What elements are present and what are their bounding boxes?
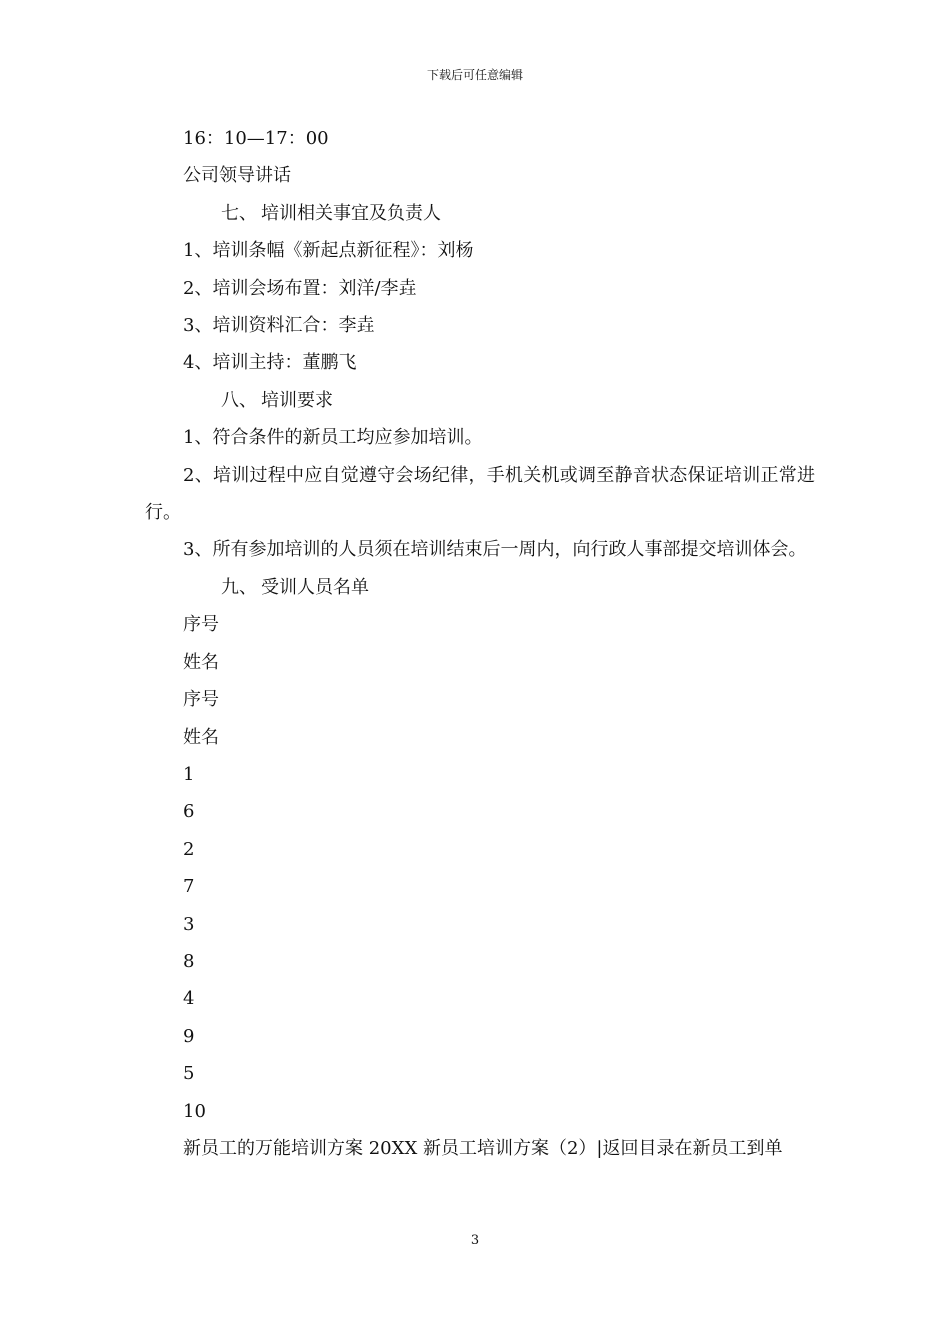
section-7-item: 2、培训会场布置：刘洋/李垚: [183, 277, 417, 299]
trainee-table-cell: 序号: [183, 689, 219, 711]
section-9-title: 受训人员名单: [261, 576, 369, 598]
trainee-table-cell: 序号: [183, 614, 219, 636]
trainee-table-cell: 6: [183, 801, 195, 823]
section-7-heading: [145, 195, 815, 232]
section-8-item: 1、符合条件的新员工均应参加培训。: [183, 427, 483, 449]
section-9-heading: [145, 569, 815, 606]
section-7-item: 4、培训主持：董鹏飞: [183, 352, 357, 374]
trainee-table-cell: 5: [183, 1063, 195, 1085]
trainee-table-cell: 10: [183, 1100, 206, 1122]
page-header-note: 下载后可任意编辑: [426, 68, 523, 82]
section-7-number: 七、: [221, 202, 257, 224]
trainee-table-cell: 姓名: [183, 651, 219, 673]
section-7-item: 3、培训资料汇合：李垚: [183, 315, 375, 337]
section-8-item: 3、所有参加培训的人员须在培训结束后一周内，向行政人事部提交培训体会。: [183, 539, 807, 561]
section-8-item: 2、培训过程中应自觉遵守会场纪律，手机关机或调至静音状态保证培训正常进行。: [145, 464, 815, 524]
schedule-time: 16：10—17：00: [183, 128, 329, 149]
footer-continuation-line: 新员工的万能培训方案 20XX 新员工培训方案（2）|返回目录在新员工到单: [183, 1137, 783, 1159]
trainee-table-cell: 4: [183, 988, 195, 1010]
trainee-table-cell: 2: [183, 838, 195, 860]
trainee-table-cell: 1: [183, 763, 195, 785]
trainee-table-cell: 9: [183, 1025, 195, 1047]
section-9-number: 九、: [221, 576, 257, 598]
section-7-item: 1、培训条幅《新起点新征程》：刘杨: [183, 240, 474, 262]
section-8-heading: [145, 382, 815, 419]
trainee-table-cell: 3: [183, 913, 195, 935]
page-number: 3: [470, 1233, 480, 1248]
section-8-number: 八、: [221, 389, 257, 411]
document-body: [145, 120, 815, 1167]
trainee-table-cell: 姓名: [183, 726, 219, 748]
trainee-table-cell: 8: [183, 950, 195, 972]
section-7-title: 培训相关事宜及负责人: [261, 202, 441, 224]
trainee-table-cell: 7: [183, 876, 195, 898]
section-8-title: 培训要求: [261, 389, 333, 411]
schedule-item: 公司领导讲话: [183, 165, 291, 187]
